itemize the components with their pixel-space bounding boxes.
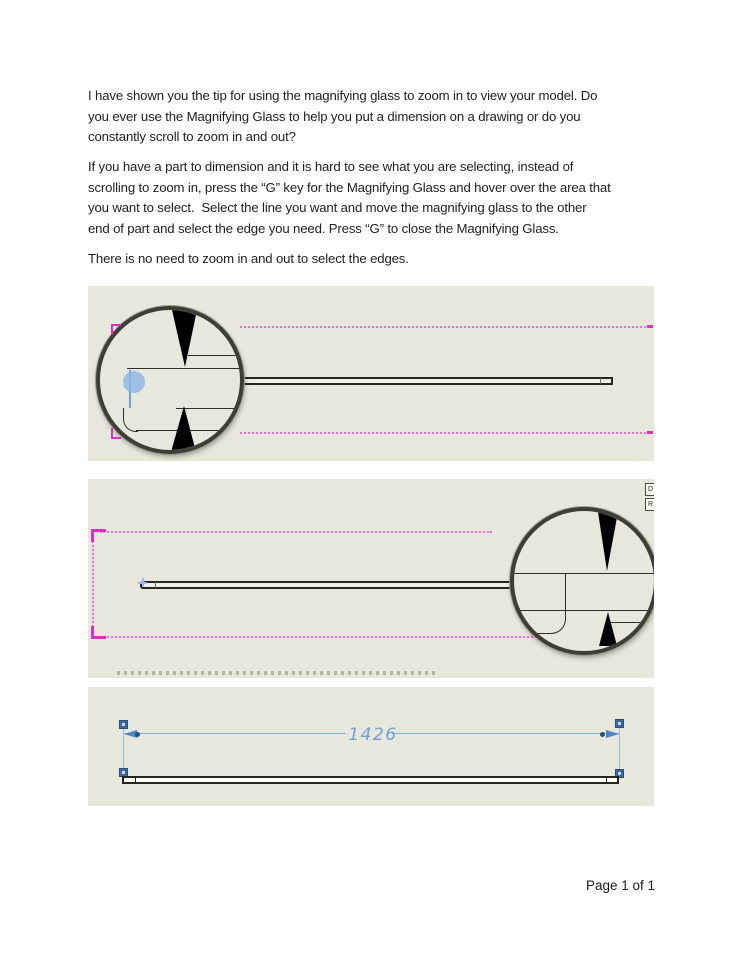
part-bar — [228, 377, 613, 385]
dimension-handle — [119, 720, 128, 729]
zoomed-part-top-edge — [127, 368, 240, 369]
selection-box-bottom-dashed-line — [100, 636, 536, 638]
magnifying-glass-icon — [510, 507, 654, 655]
selection-box-top-dashed-line — [100, 531, 492, 533]
cutoff-toolbar-button: R — [645, 498, 654, 511]
dimension-line-right — [392, 733, 619, 734]
selection-corner-bracket-top — [111, 324, 121, 335]
selection-box-right-cap-top — [647, 325, 653, 328]
zoomed-fillet-corner — [123, 408, 138, 432]
dimension-arrow-up-icon — [171, 406, 196, 452]
selection-corner-bracket-bottom — [111, 428, 121, 439]
part-bar-end-tick — [606, 777, 607, 783]
dimension-value: 1426 — [348, 725, 398, 745]
selection-corner-bracket-top-left — [91, 529, 106, 542]
vertex-selection-ball — [123, 371, 145, 393]
dimension-extension-line-right — [619, 721, 620, 772]
cad-screenshot-magnifier-right — [88, 479, 654, 678]
zoomed-fillet-corner — [536, 610, 566, 634]
arrow-grab-dot — [600, 732, 605, 737]
selection-corner-bracket-bottom-left — [91, 626, 106, 639]
paragraph-intro: I have shown you the tip for using the magnifying glass to zoom in to view your model. Do you ever use the Magnifying Glass to help you put a dimension on a drawing or do you constantly scroll to zoom in and out? — [88, 88, 598, 144]
endpoint-sparkle-icon — [138, 578, 147, 587]
dimension-handle — [615, 719, 624, 728]
arrow-grab-dot — [135, 732, 140, 737]
part-bar-end-tick — [600, 378, 601, 384]
part-bar — [122, 776, 619, 784]
dimension-arrowhead-right-icon — [606, 730, 619, 738]
cad-screenshot-magnifier-left — [88, 286, 654, 461]
cad-screenshot-dimension-result — [88, 687, 654, 806]
part-bar — [140, 581, 518, 589]
cutoff-toolbar-button: D — [645, 483, 654, 496]
selection-box-top-dashed-line — [240, 326, 650, 328]
selection-box-bottom-dashed-line — [240, 432, 650, 434]
part-bar-end-tick — [155, 582, 156, 588]
paragraph-instructions: If you have a part to dimension and it is hard to see what you are selecting, instead of scrolling to zoom in, press the “G” key for the Magnifying Glass and hover over the area that you want to select. Select the line you want and move the magnifying glass to the other end of part and select the edge you need. Press “G” to close the Magnifying Glass. — [88, 159, 611, 236]
zoomed-part-top-edge — [514, 573, 654, 574]
selection-box-left-dashed-line — [92, 534, 94, 627]
zoomed-end-edge — [565, 573, 566, 610]
page-number: Page 1 of 1 — [585, 878, 655, 893]
dimension-arrow-up-icon — [599, 612, 617, 646]
dimension-arrow-down-icon — [172, 310, 197, 367]
selection-box-right-cap-bottom — [647, 431, 653, 434]
dimension-arrow-down-icon — [598, 512, 618, 571]
paragraph-conclusion: There is no need to zoom in and out to select the edges. — [88, 251, 409, 266]
part-bar-end-tick — [135, 777, 136, 783]
faint-text-artifact — [117, 671, 437, 675]
dimension-line-left — [124, 733, 346, 734]
